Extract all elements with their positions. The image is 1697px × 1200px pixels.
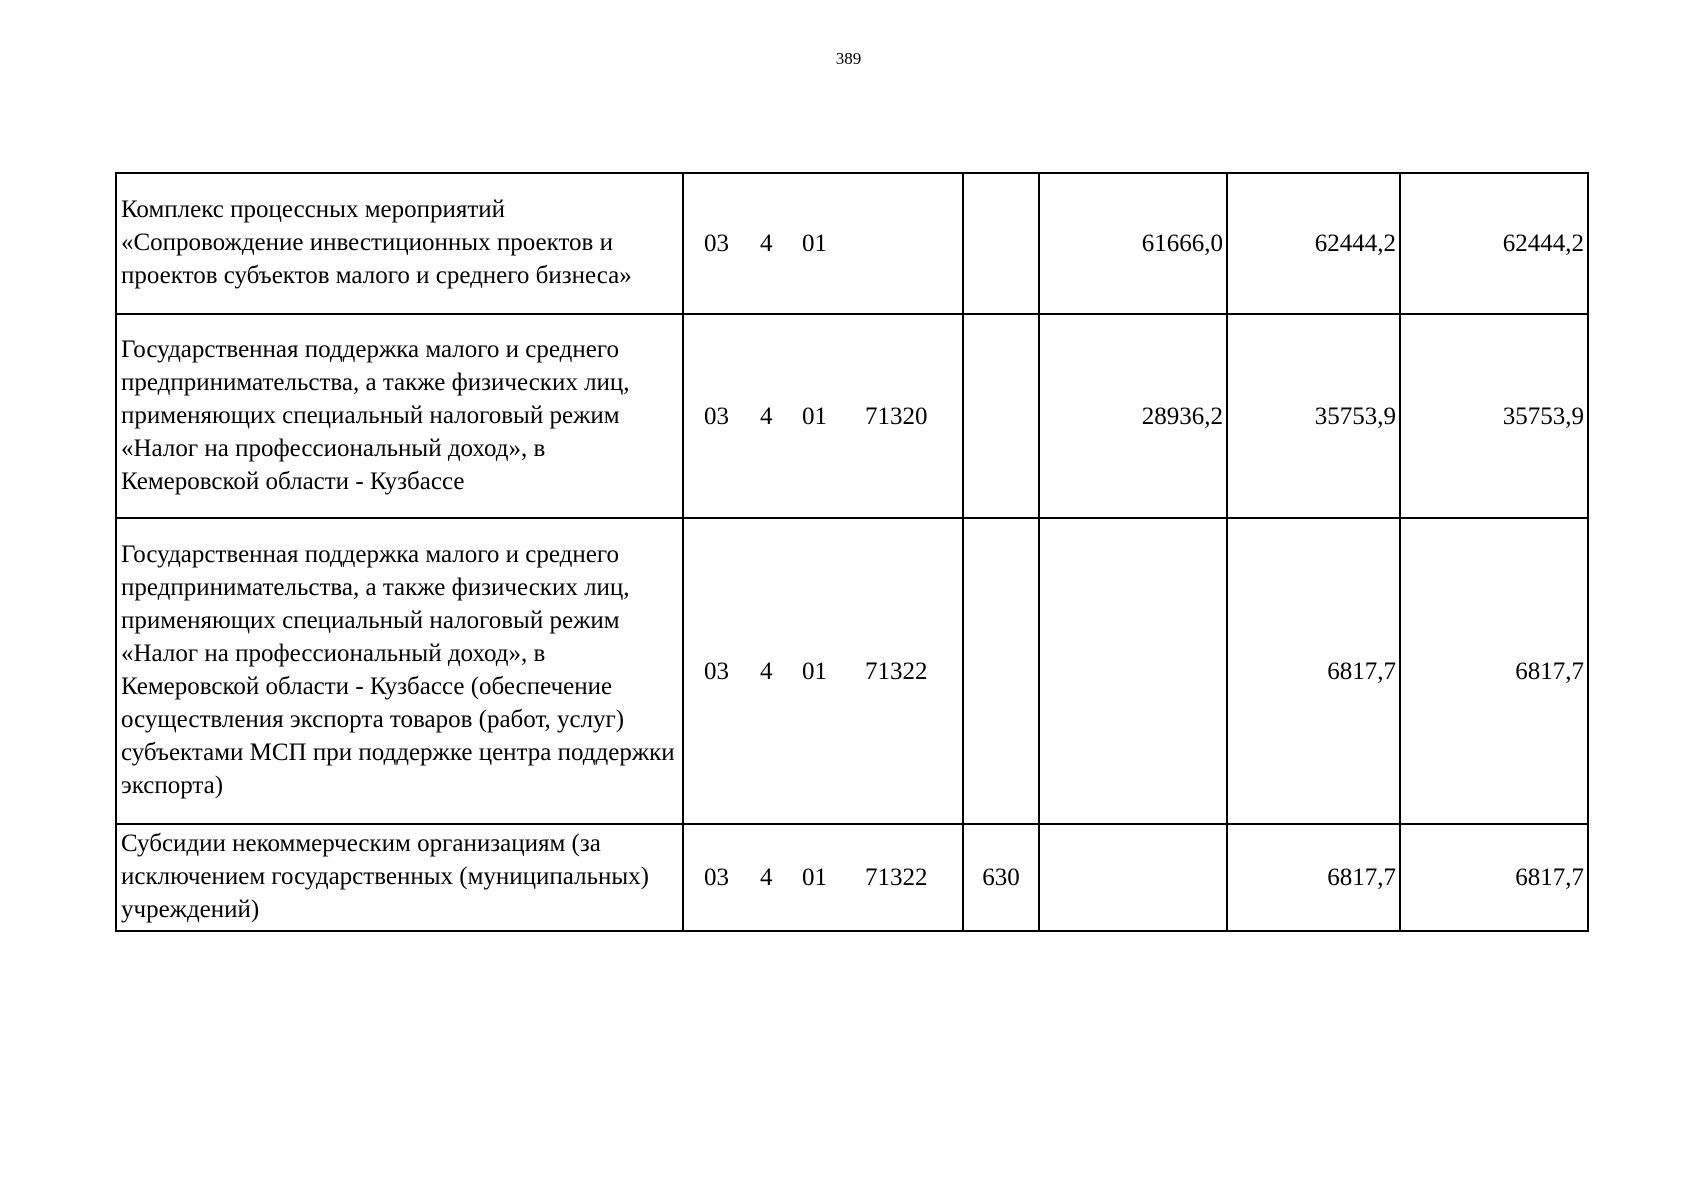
value-1-cell bbox=[1039, 824, 1227, 931]
target-code bbox=[683, 518, 963, 824]
code-program: 03 bbox=[704, 230, 729, 257]
expense-type-cell bbox=[963, 173, 1039, 314]
code-subprogram: 4 bbox=[760, 657, 773, 685]
value-1-cell: 61666,0 bbox=[1039, 173, 1227, 314]
code-program: 03 bbox=[704, 402, 729, 430]
table-row bbox=[116, 518, 1588, 824]
target-code bbox=[683, 314, 963, 518]
code-program: 03 bbox=[704, 864, 729, 891]
code-event: 01 bbox=[802, 230, 827, 257]
page-number: 389 bbox=[835, 49, 862, 68]
value-3-cell: 6817,7 bbox=[1400, 824, 1588, 931]
table-row bbox=[116, 173, 1588, 314]
code-direction: 71322 bbox=[865, 657, 928, 685]
code-subprogram: 4 bbox=[760, 864, 773, 891]
value-1-cell bbox=[1039, 518, 1227, 824]
target-code bbox=[683, 824, 963, 931]
value-3-cell: 35753,9 bbox=[1400, 314, 1588, 518]
code-event: 01 bbox=[802, 657, 827, 685]
target-code bbox=[683, 173, 963, 314]
row-name: Комплекс процессных мероприятий «Сопровождение инвестиционных проектов и проектов субъектов малого и среднего бизнеса» bbox=[116, 173, 683, 314]
table-row bbox=[116, 824, 1588, 931]
code-subprogram: 4 bbox=[760, 402, 773, 430]
code-direction: 71322 bbox=[865, 864, 928, 891]
row-name: Государственная поддержка малого и среднего предпринимательства, а также физических лиц, применяющих специальный налоговый режим «Налог на профессиональный доход», в Кемеровской области - Кузбассе bbox=[116, 314, 683, 518]
value-3-cell: 62444,2 bbox=[1400, 173, 1588, 314]
code-subprogram: 4 bbox=[760, 230, 773, 257]
value-2-cell: 6817,7 bbox=[1227, 824, 1400, 931]
expense-type-cell bbox=[963, 518, 1039, 824]
value-3-cell: 6817,7 bbox=[1400, 518, 1588, 824]
value-2-cell: 62444,2 bbox=[1227, 173, 1400, 314]
code-event: 01 bbox=[802, 402, 827, 430]
budget-table bbox=[115, 172, 1589, 932]
expense-type-cell bbox=[963, 314, 1039, 518]
code-program: 03 bbox=[704, 657, 729, 685]
row-name: Субсидии некоммерческим организациям (за исключением государственных (муниципальных) учреждений) bbox=[116, 824, 683, 931]
value-2-cell: 35753,9 bbox=[1227, 314, 1400, 518]
code-event: 01 bbox=[802, 864, 827, 891]
value-2-cell: 6817,7 bbox=[1227, 518, 1400, 824]
code-direction: 71320 bbox=[865, 402, 928, 430]
value-1-cell: 28936,2 bbox=[1039, 314, 1227, 518]
table-row bbox=[116, 314, 1588, 518]
row-name: Государственная поддержка малого и среднего предпринимательства, а также физических лиц, применяющих специальный налоговый режим «Налог на профессиональный доход», в Кемеровской области - Кузбассе (обеспечение осуществления экспорта товаров (работ, услуг) субъектами МСП при поддержке центра поддержки экспорта) bbox=[116, 518, 683, 824]
expense-type-cell: 630 bbox=[963, 824, 1039, 931]
